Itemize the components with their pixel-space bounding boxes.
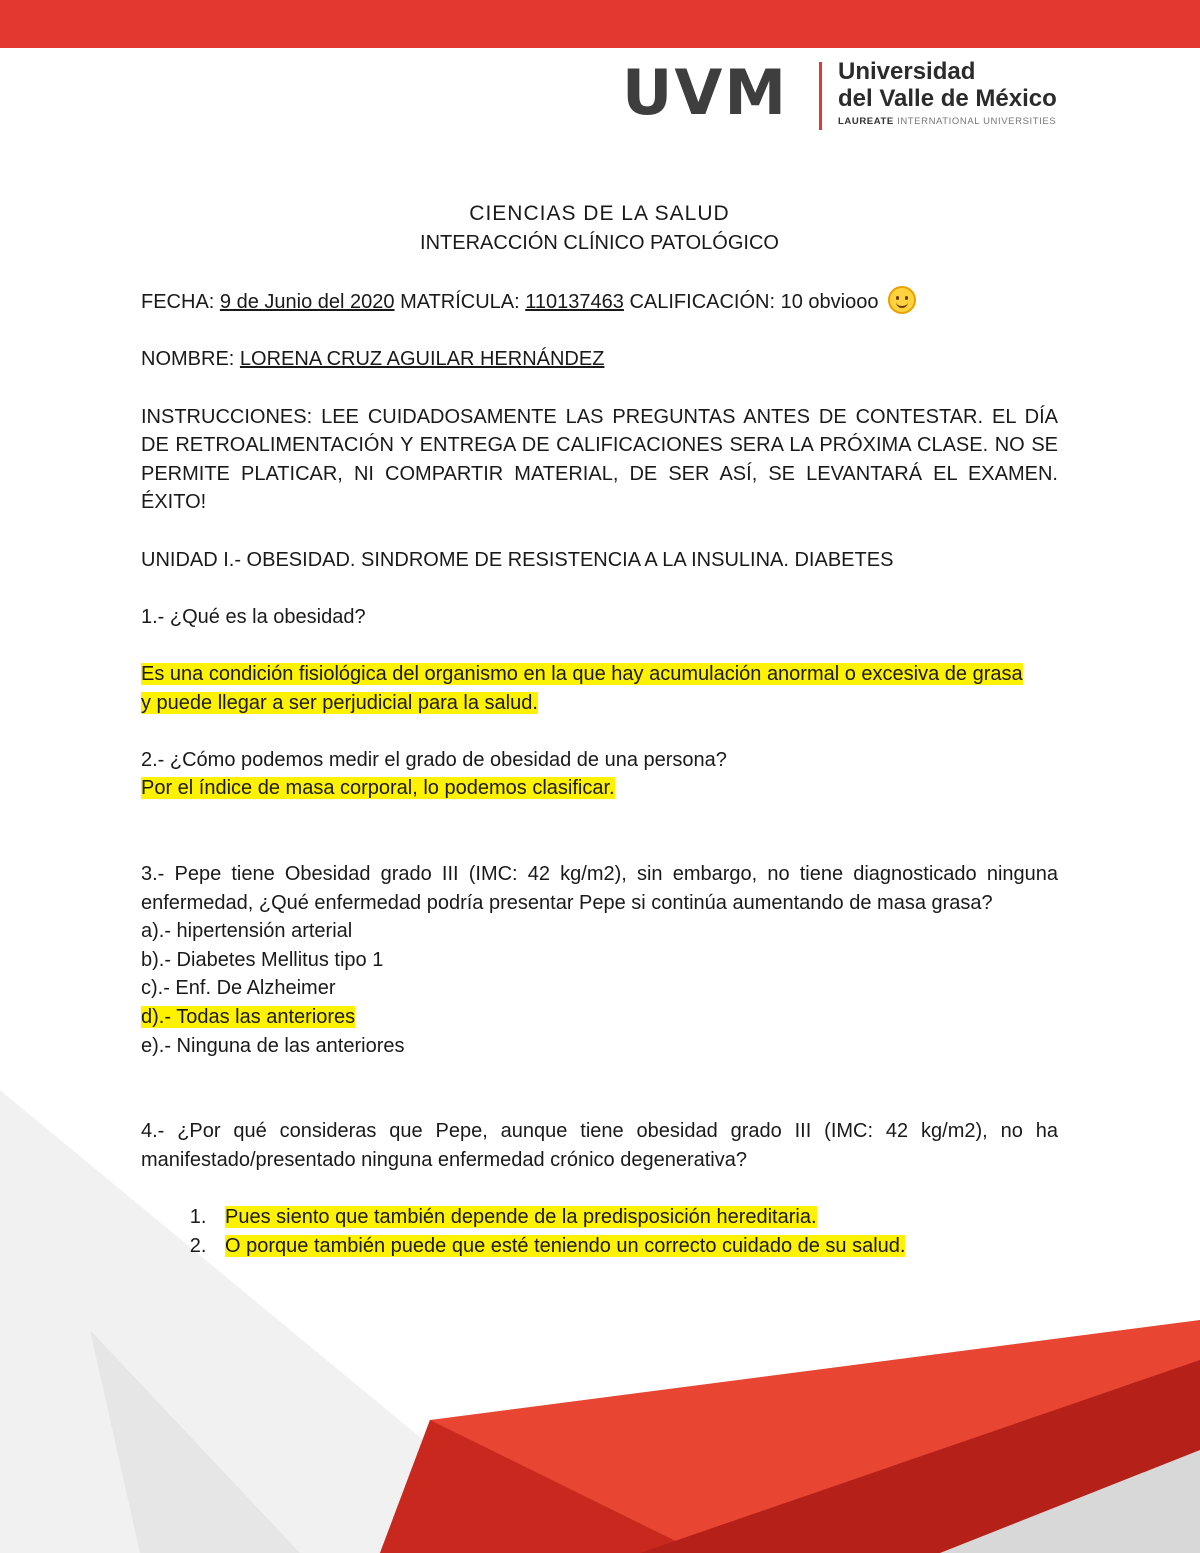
logo-network-bold: LAUREATE xyxy=(838,116,894,127)
option-b: b).- Diabetes Mellitus tipo 1 xyxy=(141,948,384,971)
nombre-label: NOMBRE: xyxy=(141,348,235,371)
instructions: INSTRUCCIONES: LEE CUIDADOSAMENTE LAS PREGUNTAS ANTES DE CONTESTAR. EL DÍA DE RETROALIMENTACIÓN Y ENTREGA DE CALIFICACIONES SERA LA PRÓXIMA CLASE. NO SE PERMITE PLATICAR, NI COMPARTIR MATERIAL, DE SER ASÍ, SE LEVANTARÁ EL EXAMEN. ÉXITO! xyxy=(141,405,1058,514)
nombre-line xyxy=(141,345,1058,374)
logo-wordmark: UVM xyxy=(622,56,789,129)
question-3: 3.- Pepe tiene Obesidad grado III (IMC: 42 kg/m2), sin embargo, no tiene diagnosticado ninguna enfermedad, ¿Qué enfermedad podría presentar Pepe si continúa aumentando de masa grasa? xyxy=(141,863,1058,914)
question-4: 4.- ¿Por qué consideras que Pepe, aunque tiene obesidad grado III (IMC: 42 kg/m2), no ha manifestado/presentado ninguna enfermedad crónico degenerativa? xyxy=(141,1120,1058,1171)
matricula-label: MATRÍCULA: xyxy=(400,291,520,314)
nombre-value: LORENA CRUZ AGUILAR HERNÁNDEZ xyxy=(239,348,605,371)
logo-university-line1: Universidad xyxy=(838,58,976,85)
answer-4-item-1: Pues siento que también depende de la predisposición hereditaria. xyxy=(225,1206,817,1229)
option-d-line xyxy=(141,1003,1058,1032)
list-item xyxy=(212,1232,1058,1261)
logo-divider xyxy=(819,62,822,130)
calificacion-label: CALIFICACIÓN: xyxy=(629,291,776,314)
question-2: 2.- ¿Cómo podemos medir el grado de obesidad de una persona? xyxy=(141,748,727,771)
answer-2: Por el índice de masa corporal, lo podemos clasificar. xyxy=(141,777,615,800)
smiling-face-icon xyxy=(888,286,916,314)
fecha-label: FECHA: xyxy=(141,291,215,314)
answer-1-line-1 xyxy=(141,660,1058,689)
fecha-value: 9 de Junio del 2020 xyxy=(219,291,395,314)
unit-heading: UNIDAD I.- OBESIDAD. SINDROME DE RESISTENCIA A LA INSULINA. DIABETES xyxy=(141,548,894,571)
option-e: e).- Ninguna de las anteriores xyxy=(141,1034,405,1057)
answer-4-item-2: O porque también puede que esté teniendo un correcto cuidado de su salud. xyxy=(225,1234,906,1257)
answer-2-line xyxy=(141,774,1058,803)
document-body xyxy=(141,200,1058,1260)
logo-university-line2: del Valle de México xyxy=(838,85,1057,112)
question-1: 1.- ¿Qué es la obesidad? xyxy=(141,605,366,628)
calificacion-value: 10 obviooo xyxy=(780,291,879,314)
matricula-value: 110137463 xyxy=(525,291,624,314)
option-a: a).- hipertensión arterial xyxy=(141,920,353,943)
logo-network xyxy=(838,116,1056,127)
answer-1-text-1: Es una condición fisiológica del organismo en la que hay acumulación anormal o excesiva de grasa xyxy=(141,662,1023,685)
info-line xyxy=(141,286,1058,317)
page-title: CIENCIAS DE LA SALUD xyxy=(469,202,730,225)
logo-university-name xyxy=(838,58,1057,112)
answer-1-line-2 xyxy=(141,689,1058,718)
logo-network-rest: INTERNATIONAL UNIVERSITIES xyxy=(897,116,1057,127)
answer-1-text-2: y puede llegar a ser perjudicial para la salud. xyxy=(141,691,538,714)
page-subtitle: INTERACCIÓN CLÍNICO PATOLÓGICO xyxy=(420,231,779,254)
option-c: c).- Enf. De Alzheimer xyxy=(141,977,336,1000)
uvm-logo xyxy=(622,58,1082,138)
option-d: d).- Todas las anteriores xyxy=(141,1006,356,1029)
list-item xyxy=(212,1203,1058,1232)
answer-4-list xyxy=(141,1203,1058,1260)
